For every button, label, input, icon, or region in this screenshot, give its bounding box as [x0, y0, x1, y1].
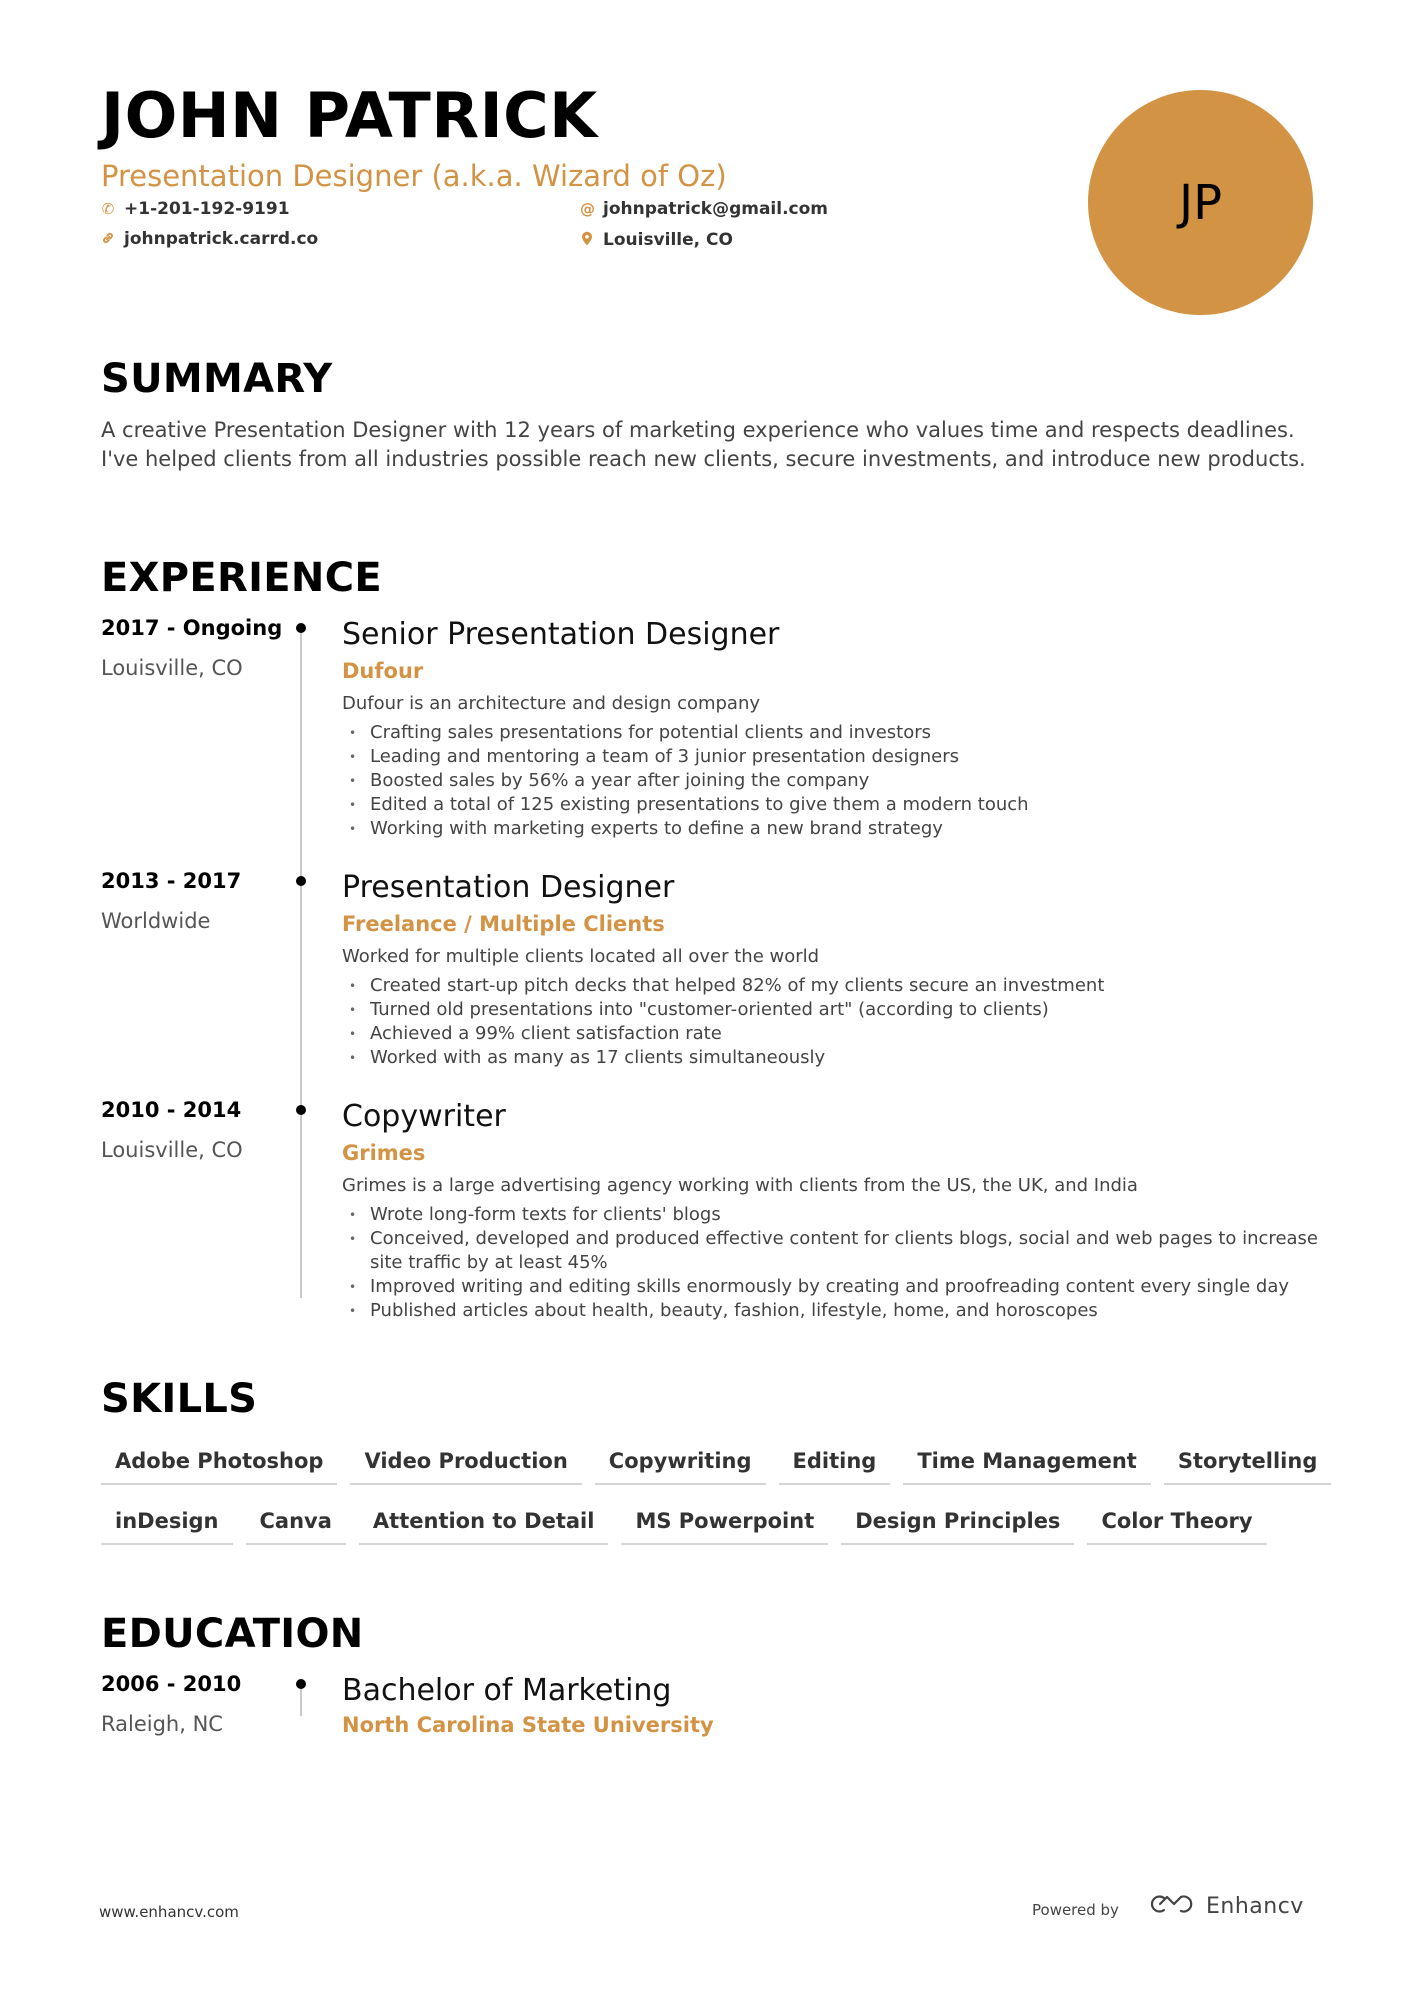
bullet-item: • Improved writing and editing skills enormously by creating and proofreading content every single day	[342, 1275, 1322, 1299]
phone-text: +1-201-192-9191	[124, 199, 290, 219]
bullet-item: • Crafting sales presentations for potential clients and investors	[342, 721, 1322, 745]
avatar-initials: JP	[1178, 174, 1223, 231]
skill-tag: Storytelling	[1164, 1449, 1332, 1485]
experience-role: Copywriter	[342, 1099, 506, 1134]
education-heading: EDUCATION	[101, 1611, 364, 1657]
candidate-name: JOHN PATRICK	[101, 79, 598, 152]
bullet-item: • Worked with as many as 17 clients simultaneously	[342, 1046, 1322, 1070]
experience-location: Louisville, CO	[101, 1138, 243, 1162]
skill-tag: Copywriting	[595, 1449, 766, 1485]
bullet-item: • Achieved a 99% client satisfaction rate	[342, 1022, 1322, 1046]
bullet-item: • Working with marketing experts to define a new brand strategy	[342, 817, 1322, 841]
experience-dates: 2010 - 2014	[101, 1098, 242, 1122]
skill-tag: Adobe Photoshop	[101, 1449, 337, 1485]
skill-tag: Design Principles	[841, 1509, 1074, 1545]
footer-brand-text: Enhancv	[1206, 1893, 1304, 1919]
link-icon	[101, 231, 115, 248]
experience-role: Senior Presentation Designer	[342, 617, 780, 652]
experience-company: Freelance / Multiple Clients	[342, 912, 665, 936]
timeline-dot	[296, 1679, 306, 1689]
footer-brand[interactable]	[1150, 1893, 1304, 1919]
experience-location: Worldwide	[101, 909, 211, 933]
footer-website[interactable]: www.enhancv.com	[99, 1903, 239, 1921]
footer-powered-by: Powered by	[1032, 1901, 1119, 1919]
bullet-item: • Leading and mentoring a team of 3 junior presentation designers	[342, 745, 1322, 769]
contact-location	[580, 231, 733, 249]
experience-company: Dufour	[342, 659, 424, 683]
education-location: Raleigh, NC	[101, 1712, 223, 1736]
skill-tag: Canva	[246, 1509, 346, 1545]
timeline-dot	[296, 623, 306, 633]
experience-bullets	[342, 721, 1322, 841]
phone-icon: ✆	[101, 200, 115, 218]
bullet-item: • Boosted sales by 56% a year after joining the company	[342, 769, 1322, 793]
bullet-item: • Published articles about health, beauty, fashion, lifestyle, home, and horoscopes	[342, 1299, 1322, 1323]
skills-row-1	[101, 1449, 1331, 1485]
skills-heading: SKILLS	[101, 1376, 258, 1422]
bullet-item: • Wrote long-form texts for clients' blogs	[342, 1203, 1322, 1227]
bullet-item: • Created start-up pitch decks that helped 82% of my clients secure an investment	[342, 974, 1322, 998]
education-school: North Carolina State University	[342, 1713, 714, 1737]
avatar	[1088, 90, 1313, 315]
timeline-dot	[296, 1105, 306, 1115]
bullet-item: • Edited a total of 125 existing presentations to give them a modern touch	[342, 793, 1322, 817]
experience-company: Grimes	[342, 1141, 426, 1165]
experience-heading: EXPERIENCE	[101, 555, 382, 601]
skill-tag: Color Theory	[1087, 1509, 1266, 1545]
contact-email[interactable]	[580, 201, 828, 218]
bullet-item: • Conceived, developed and produced effective content for clients blogs, social and web pages to increase site traffic by at least 45%	[342, 1227, 1322, 1275]
timeline-dot	[296, 876, 306, 886]
summary-heading: SUMMARY	[101, 356, 333, 402]
at-icon: @	[580, 200, 595, 218]
experience-bullets	[342, 974, 1322, 1070]
experience-description: Worked for multiple clients located all over the world	[342, 946, 820, 967]
location-pin-icon	[580, 231, 594, 249]
skill-tag: MS Powerpoint	[621, 1509, 828, 1545]
skill-tag: Attention to Detail	[359, 1509, 609, 1545]
experience-location: Louisville, CO	[101, 656, 243, 680]
experience-description: Grimes is a large advertising agency working with clients from the US, the UK, and India	[342, 1175, 1138, 1196]
enhancv-logo-icon	[1150, 1893, 1196, 1919]
location-text: Louisville, CO	[603, 229, 733, 250]
experience-description: Dufour is an architecture and design company	[342, 693, 761, 714]
education-dates: 2006 - 2010	[101, 1672, 242, 1696]
skill-tag: Video Production	[350, 1449, 581, 1485]
contact-website[interactable]	[101, 231, 318, 248]
experience-dates: 2013 - 2017	[101, 869, 242, 893]
experience-role: Presentation Designer	[342, 870, 675, 905]
candidate-title: Presentation Designer (a.k.a. Wizard of Oz)	[101, 159, 727, 193]
contact-phone	[101, 201, 290, 218]
education-degree: Bachelor of Marketing	[342, 1673, 672, 1708]
summary-text: A creative Presentation Designer with 12 years of marketing experience who values time and respects deadlines. I've helped clients from all industries possible reach new clients, secure investments, and introduce new products.	[101, 418, 1306, 471]
bullet-item: • Turned old presentations into "customer-oriented art" (according to clients)	[342, 998, 1322, 1022]
skill-tag: Editing	[779, 1449, 891, 1485]
skills-row-2	[101, 1509, 1267, 1545]
website-text[interactable]: johnpatrick.carrd.co	[124, 229, 319, 249]
skill-tag: inDesign	[101, 1509, 233, 1545]
skill-tag: Time Management	[903, 1449, 1151, 1485]
experience-timeline	[300, 628, 302, 1298]
email-text[interactable]: johnpatrick@gmail.com	[603, 199, 829, 219]
experience-dates: 2017 - Ongoing	[101, 616, 283, 640]
experience-bullets	[342, 1203, 1322, 1323]
